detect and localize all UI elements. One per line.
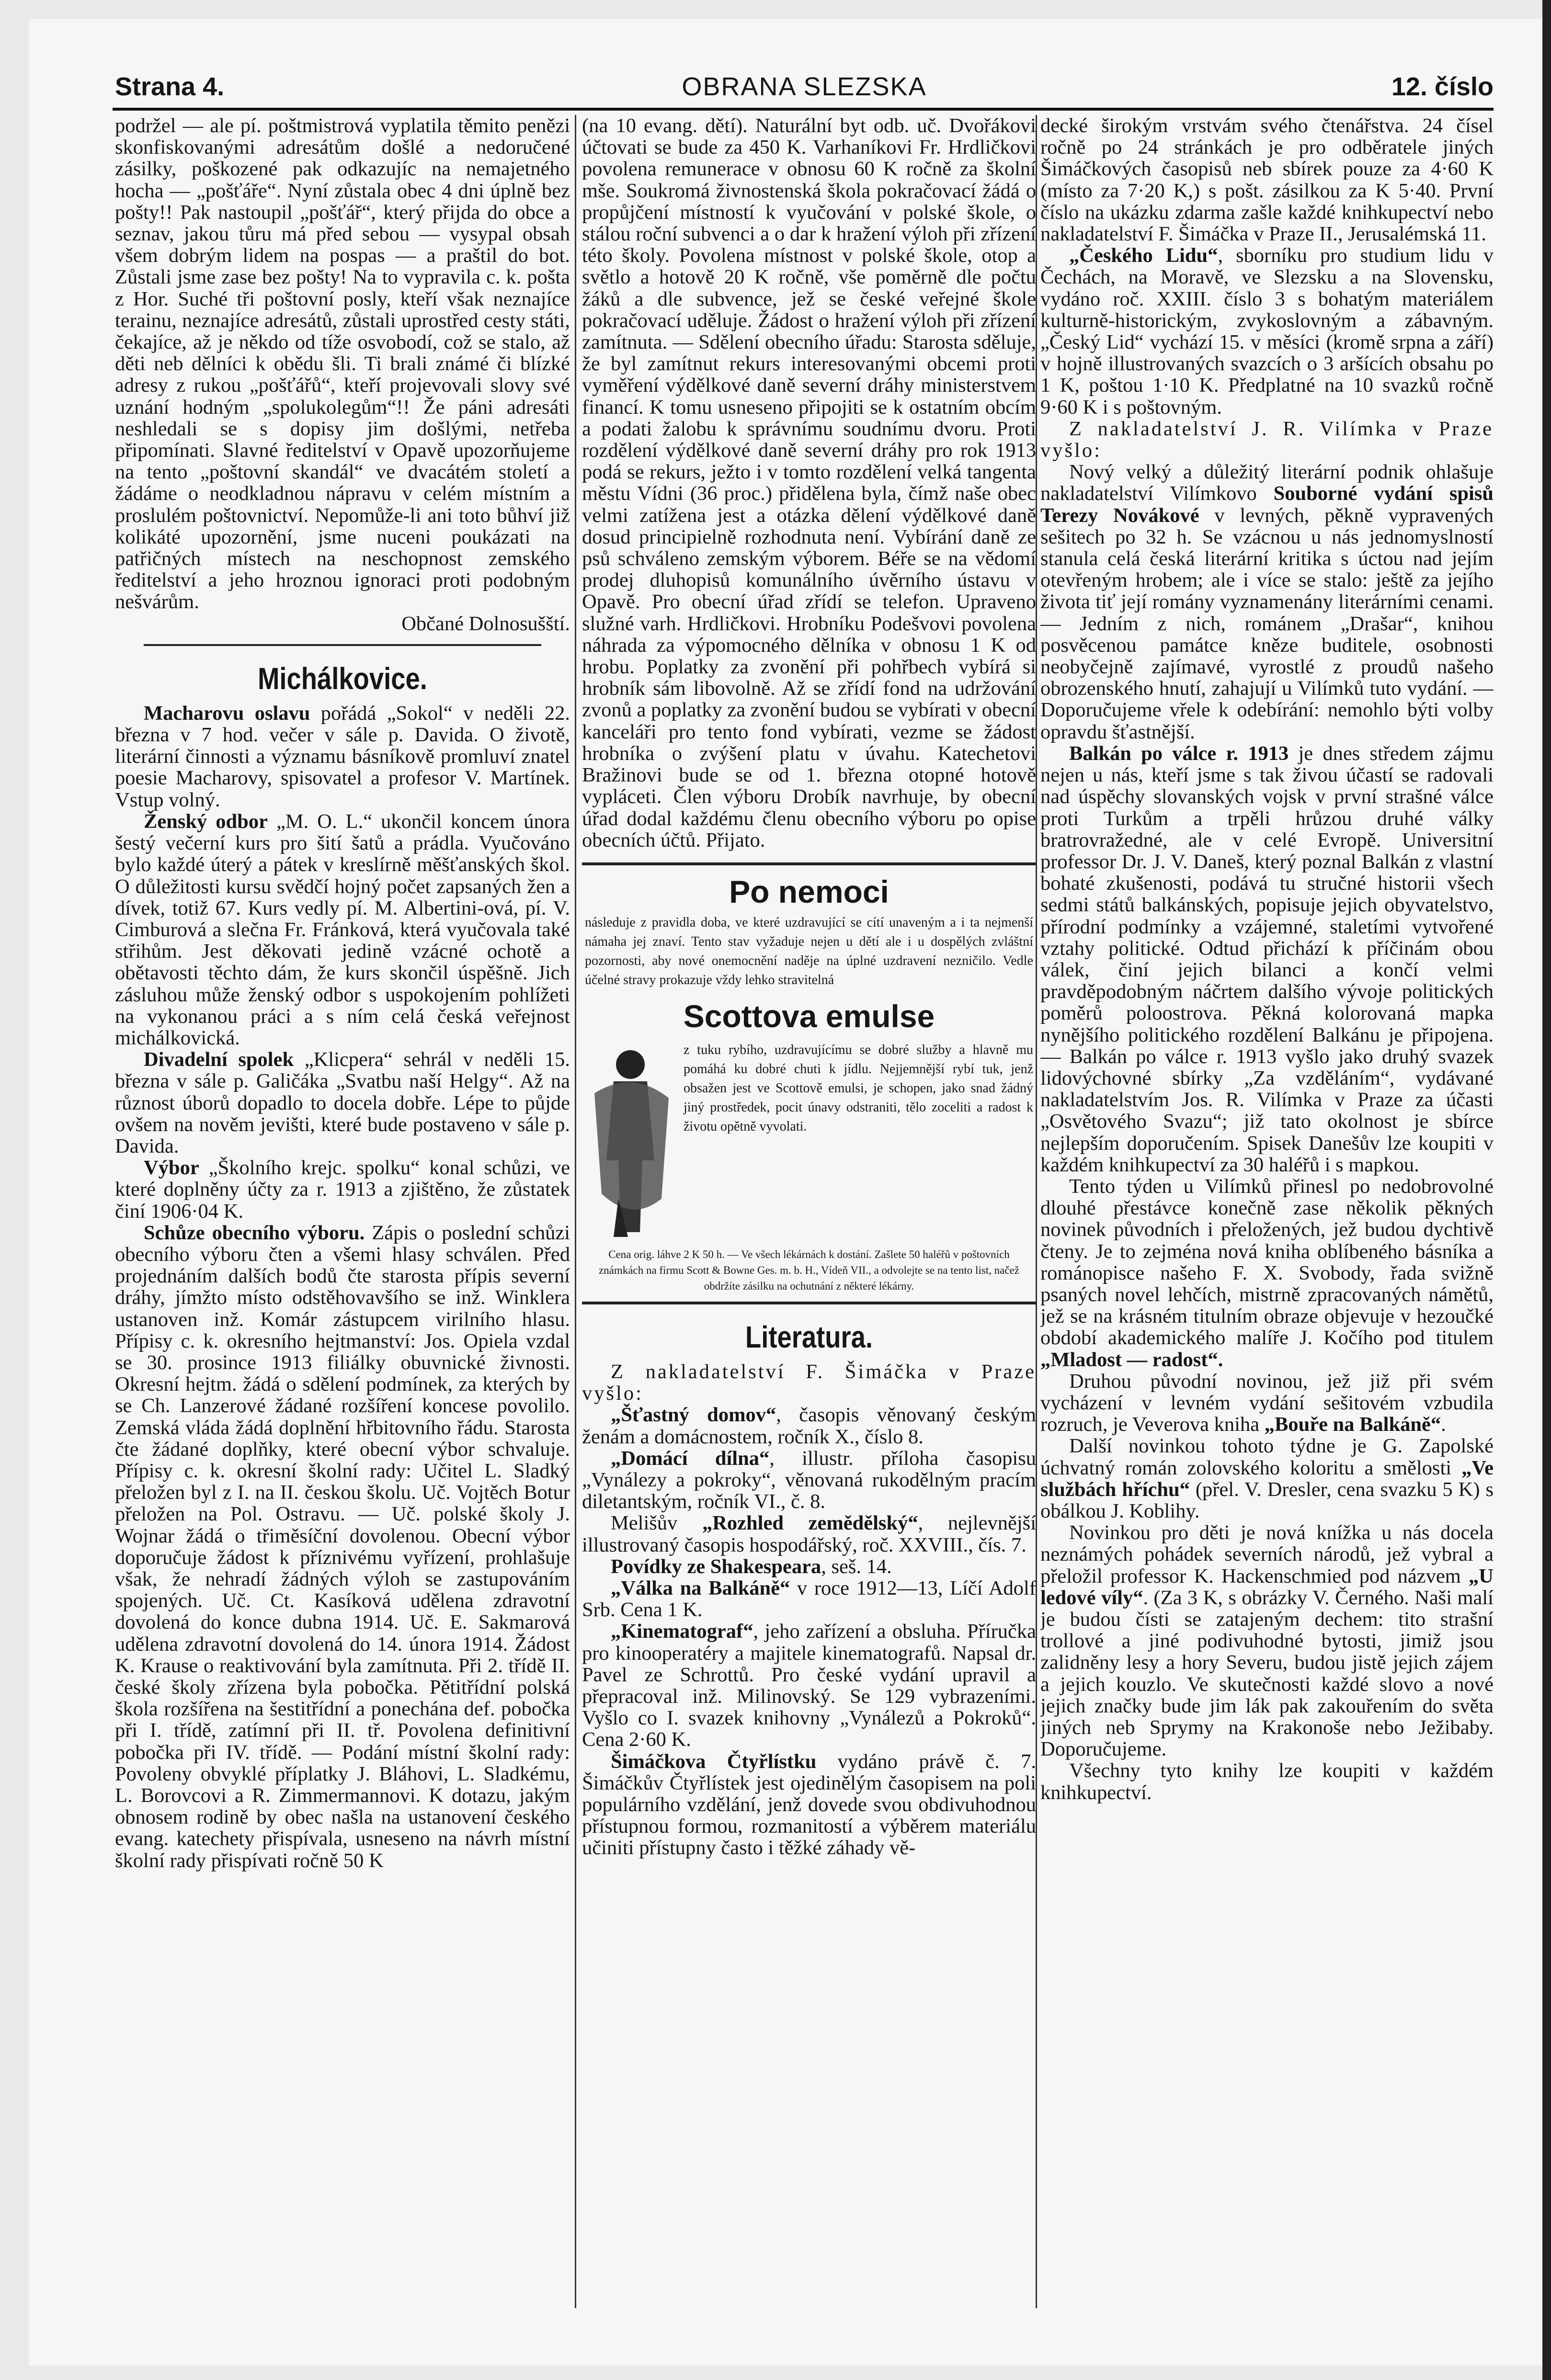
- article-paragraph: Další novinkou tohoto týdne je G. Zapolské úchvatný román zolovského koloritu a smělosti „Ve službách hříchu“ (přel. V. Dresler, cena svazku 5 K) s obálkou J. Koblihy.: [1040, 1435, 1494, 1522]
- page-number: Strana 4.: [115, 72, 225, 101]
- article-paragraph: Schůze obecního výboru. Zápis o poslední schůzi obecního výboru čten a všemi hlasy schválen. Před projednáním dalších bodů čte starosta přípis severní dráhy, jímžto místo odstěhovavšího se inž. Winklera ustanoven inž. Komár zástupcem virilního hlasu. Přípisy c. k. okresního hejtmanství: Jos. Opiela vzdal se 30. prosince 1913 filiálky obuvnické živnosti. Okresní hejtm. žádá o sdělení podmínek, za kterých by se Ch. Lanzerové žádané rozšíření koncese povolilo. Zemská vláda žádá doplnění hřbitovního řádu. Starosta čte žádané doplňky, které obecní výbor schvaluje. Přípisy c. k. okresní školní rady: Učitel L. Sladký přeložen byl z I. na II. českou školu. Uč. Vojtěch Botur přeložen na Pol. Ostravu. — Uč. polské školy J. Wojnar žádá o třiměsíční dovolenou. Obecní výbor doporučuje žádost k příznivému vyřízení, prohlašuje však, že nehradí žádných výloh se zastupováním spojených. Uč. Ct. Kasíková udělena zdravotní dovolená do konce dubna 1914. Uč. E. Sakmarová udělena zdravotní dovolená do 14. února 1914. Žádost K. Krause o reaktivování byla zamítnuta. Při 2. třídě II. české školy zřízena byla pobočka. Pětitřídní polská škola rozšířena na šestitřídní a ponechána def. pobočka při I. třídě, zatímní při II. tř. Povolena definitivní pobočka při IV. třídě. — Podání místní školní rady: Povoleny obvyklé příplatky J. Bláhovi, L. Sladkému, L. Borovcovi a R. Zimmermannovi. K dotazu, jakým obnosem rodině by obec našla na ustanovení českého evang. katechety přispívala, usneseno na návrh místní školní rady přispívati ročně 50 K: [115, 1221, 570, 1872]
- article-paragraph: Balkán po válce r. 1913 je dnes středem zájmu nejen u nás, kteří jsme s tak živou účastí se radovali nad úspěchy slovanských vojsk v první strašné válce proti Turkům a trpěli hrůzou druhé války bratrovražedné, ale v celé Evropě. Universitní professor Dr. J. V. Daneš, který poznal Balkán z vlastní bohaté zkušenosti, podává tu stručné historii všech sedmi států balkánských, popisuje jejich obyvatelstvo, přírodní podmínky a vzájemné, staletími vytvořené vztahy politické. Odtud přichází k příčinám obou válek, činí jejich bilanci a končí velmi pravděpodobným náčrtem dalšího vývoje politických poměrů poloostrova. Pěkná kolorovaná mapka nynějšího politického rozdělení Balkánu je připojena. — Balkán po válce r. 1913 vyšlo jako druhý svazek lidovýchovné sbírky „Za vzděláním“, vydávané nakladatelstvím Jos. R. Vilímka v Praze za účasti „Osvětového Svazu“; již tato okolnost je sbírce nejlepším doporučením. Spisek Danešův lze koupiti v každém knihkupectví za 30 haléřů i s mapkou.: [1040, 742, 1494, 1176]
- advertisement: [582, 862, 1036, 1304]
- column-divider: [575, 115, 576, 2308]
- header-rule: [113, 108, 1494, 111]
- ad-intro: následuje z pravidla doba, ve které uzdravující se cítí unaveným a i ta nejmenší námaha jej znaví. Tento stav vyžaduje nejen u dětí ale i u dospělých zvláštní pozornosti, aby nové onemocnění naděje na úplné uzdravení nezničilo. Vedle účelné stravy prokazuje vždy lehko stravitelná: [585, 915, 1033, 987]
- section-heading: Michálkovice.: [258, 661, 427, 696]
- ad-fine-print: Cena orig. láhve 2 K 50 h. — Ve všech lékárnách k dostání. Zašlete 50 haléřů v poštovních známkách na firmu Scott & Bowne Ges. m. b. H., Vídeň VII., a odvolejte se na tento list, načež obdržíte zásilku na ochutnání z některé lékárny.: [598, 1248, 1020, 1292]
- article-paragraph: Nový velký a důležitý literární podnik ohlašuje nakladatelství Vilímkovo Souborné vydání spisů Terezy Novákové v levných, pěkně vypravených sešitech po 32 h. Se vzácnou u nás jednomyslností stanula celá česká literární kritika s úctou nad jejím otevřeným hrobem; ale i více se stalo: ještě za jejího života tiť její romány vyznamenány literárními cenami. — Jedním z nich, románem „Drašar“, knihou posvěcenou památce kněze buditele, osobnosti neobyčejně zajímavé, vyrostlé z proudů našeho obrozenského hnutí, zahajují u Vilímků tuto vydání. — Doporučujeme vřele k odebírání: nemohlo býti volby opravdu šťastnější.: [1040, 461, 1494, 743]
- article-paragraph: Šimáčkova Čtyřlístku vydáno právě č. 7. Šimáčkův Čtyřlístek jest ojedinělým časopisem na poli populárního vzdělání, jenž dovede svou obdivuhodnou přístupnou formou, rozmanitostí a výběrem materiálu učiniti přístupny často i těžké záhady vě-: [582, 1750, 1036, 1859]
- article-paragraph: Druhou původní novinou, jež již při svém vycházení v levném vydání sešitovém vzbudila rozruch, je Veverova kniha „Bouře na Balkáně“.: [1040, 1370, 1494, 1436]
- fisherman-with-fish-icon: [585, 1041, 676, 1242]
- article-paragraph: (na 10 evang. dětí). Naturální byt odb. uč. Dvořákovi účtovati se bude za 450 K. Varhaníkovi Fr. Hrdličkovi povolena remunerace v obnosu 60 K ročně za školní mše. Soukromá živnostenská škola pokračovací žádá o propůjčení místností k vyučování v polské škole, o stálou roční subvenci a o dar k hražení výloh při zřízení této školy. Povolena místnost v polské škole, otop a světlo a hotově 20 K ročně, vše poměrně dle počtu žáků a dle subvence, jež se české veřejné škole pokračovací uděluje. Žádost o hražení výloh při zřízení zamítnuta. — Sdělení obecního úřadu: Starosta sděluje, že byl zamítnut rekurs interesovanými obcemi proti vyměření výdělkové daně severní dráhy ministerstvem financí. K tomu usneseno připojiti se k ostatním obcím a podati žalobu k správnímu soudnímu dvoru. Proti rozdělení výdělkové daně severní dráhy pro rok 1913 podá se rekurs, ježto i v tomto rozdělení velká tangenta městu Vídni (36 proc.) přidělena byla, čímž naše obec velmi zatížena jest a otázka dělení výdělkové daně dosud principielně rozhodnuta není. Vybírání daně ze psů schváleno zemským výborem. Béře se na vědomí prodej dluhopisů komunálního úvěrního ústavu v Opavě. Pro obecní úřad zřídí se telefon. Upraveno služné varh. Hrdličkovi. Hrobníku Podešvovi povolena náhrada za výpomocného dělníka v obnosu 1 K od hrobu. Poplatky za zvonění při pohřbech vybírá si hrobník sám libovolně. Až se zřídí fond na udržování zvonů a poplatky za zvonění budou se vybírati v obecní kanceláři pro tento fond vybírati, vezme se žádost hrobníka o zvýšení platu v úvahu. Katechetovi Bražinovi bude se od 1. března otopné hotově vypláceti. Člen výboru Drobík navrhuje, by obecní úřad dodal každému členu obecního výboru po opise obecních účtů. Přijato.: [582, 115, 1036, 851]
- article-paragraph: Divadelní spolek „Klicpera“ sehrál v neděli 15. března v sále p. Galičáka „Svatbu naší Helgy“. Až na různost úborů dopadlo to docela dobře. Lépe to půjde ovšem na nověm jevišti, které bude postaveno v sále p. Davida.: [115, 1048, 570, 1157]
- column-3: [1040, 115, 1494, 2308]
- article-paragraph: „Českého Lidu“, sborníku pro studium lidu v Čechách, na Moravě, ve Slezsku a na Slovensku, vydáno roč. XXIII. číslo 3 s bohatým materiálem kulturně-historickým, zvykoslovným a zábavným. „Český Lid“ vychází 15. v měsíci (kromě srpna a září) v hojně illustrovaných svazcích o 3 aršících obsahu po 1 K, poštou 1·10 K. Předplatné na 10 svazků ročně 9·60 K i s poštovným.: [1040, 244, 1494, 419]
- column-1: [115, 115, 570, 2308]
- article-paragraph: Všechny tyto knihy lze koupiti v každém knihkupectví.: [1040, 1759, 1494, 1804]
- column-2: [582, 115, 1036, 2308]
- ad-brand: Scottova emulse: [683, 998, 935, 1034]
- ad-title: Po nemoci: [729, 873, 889, 909]
- ad-body-text: z tuku rybího, uzdravujícímu se dobré služby a hlavně mu pomáhá ku dobré chuti k jídlu. Nejjemnější rybí tuk, jenž obsažen jest ve Scottově emulsi, je schopen, jako snad žádný jiný prostředek, pocit únavy odstraniti, tělo zoceliti a radost k životu opětně vyvolati.: [684, 1042, 1033, 1134]
- article-paragraph: Tento týden u Vilímků přinesl po nedobrovolné dlouhé přestávce konečně zase několik pěkných novinek původních i přeložených, jež budou dychtivě čteny. Je to zejména nová kniha oblíbeného básníka a románopisce našeho F. X. Svobody, řada svižně psaných novel lehčích, mistrně zpracovaných námětů, jež se na krásném titulním obraze objevuje v hezoučké období akademického malíře J. Kočího pod titulem „Mladost — radost“.: [1040, 1175, 1494, 1371]
- article-paragraph: „Šťastný domov“, časopis věnovaný českým ženám a domácnostem, ročník X., číslo 8.: [582, 1404, 1036, 1448]
- page-header: [115, 72, 1494, 113]
- article-paragraph: Macharovu oslavu pořádá „Sokol“ v neděli 22. března v 7 hod. večer v sále p. Davida. O životě, literární činnosti a významu básníkově promluví znatel poesie Macharovy, spisovatel a profesor V. Martínek. Vstup volný.: [115, 702, 570, 811]
- article-paragraph: Melišův „Rozhled zemědělský“, nejlevnější illustrovaný časopis hospodářský, roč. XXVIII., čís. 7.: [582, 1512, 1036, 1556]
- article-paragraph: „Domácí dílna“, illustr. příloha časopisu „Vynálezy a pokroky“, věnovaná rukodělným pracím diletantským, ročník VI., č. 8.: [582, 1447, 1036, 1513]
- article-paragraph: Povídky ze Shakespeara, seš. 14.: [611, 1555, 892, 1578]
- article-signature: Občané Dolnosušští.: [401, 612, 570, 635]
- scan-edge: [1542, 0, 1551, 2380]
- article-paragraph: „Kinematograf“, jeho zařízení a obsluha. Příručka pro kinooperatéry a majitele kinematografů. Napsal dr. Pavel ze Schrottů. Pro české vydání upravil a přepracoval inž. Milinovský. Se 129 vybrazeními. Vyšlo co I. svazek knihovny „Vynálezů a Pokroků“. Cena 2·60 K.: [582, 1620, 1036, 1751]
- section-rule: [144, 644, 541, 646]
- issue-number: 12. číslo: [1391, 72, 1494, 101]
- article-paragraph: decké širokým vrstvám svého čtenářstva. 24 čísel ročně po 24 stránkách je pro odběratele jiných Šimáčkových časopisů neb sbírek pouze za 4·60 K (místo za 7·20 K,) s pošt. zásilkou za K 5·40. První číslo na ukázku zdarma zašle každé knihkupectví nebo nakladatelství F. Šimáčka v Praze II., Jerusalémská 11.: [1040, 115, 1494, 246]
- article-paragraph: Z nakladatelství J. R. Vilímka v Praze vyšlo:: [1040, 417, 1494, 462]
- article-paragraph: Z nakladatelství F. Šimáčka v Praze vyšlo:: [582, 1360, 1036, 1405]
- article-paragraph: Ženský odbor „M. O. L.“ ukončil koncem února šestý večerní kurs pro šití šatů a prádla. Vyučováno bylo každé úterý a pátek v kreslírně měšťanských škol. O důležitosti kursu svědčí hojný počet zapsaných žen a dívek, totiž 67. Kurs vedly pí. M. Albertini-ová, pí. V. Cimburová a slečna Fr. Fránková, která vyučovala také střihům. Jest děkovati jedině vzácné ochotě a obětavosti těchto dám, že kurs skončil úspěšně. Jich zásluhou může ženský odbor s uspokojením pohlížeti na vykonanou práci a s ním celá česká veřejnost michálkovická.: [115, 810, 570, 1049]
- section-heading: Literatura.: [745, 1319, 873, 1354]
- article-paragraph: Výbor „Školního krejc. spolku“ konal schůzi, ve které doplněny účty za r. 1913 a zjištěno, že zůstatek činí 1906·04 K.: [115, 1156, 570, 1223]
- article-paragraph: „Válka na Balkáně“ v roce 1912—13, Líčí Adolf Srb. Cena 1 K.: [582, 1576, 1036, 1621]
- article-paragraph: podržel — ale pí. poštmistrová vyplatila těmito penězi skonfiskovanými adresátům došlé a nedoručené zásilky, poškozené pak odkazujíc na nemajetného hocha — „pošťáře“. Nyní zůstala obec 4 dni úplně bez pošty!! Pak nastoupil „pošťář“, který přijda do obce a seznav, jakou tůru má před sebou — vysypal obsah všem dobrým lidem na pospas — a praštil do bot. Zůstali jsme zase bez pošty! Na to vypravila c. k. pošta z Hor. Suché tři poštovní posly, kteří však neznajíce terainu, neznajíce adresátů, zůstali uprostřed cesty státi, čekajíce, až je někdo od tíže osvobodí, což se stalo, až děti neb dělníci k obědu šli. Ti brali známé či blízké adresy z rukou „pošťářů“, kteří projevovali slovy své uznání hodným „spolukolegům“!! Že páni adresáti neshledali se s dopisy jim došlými, netřeba připomínati. Slavné ředitelství v Opavě upozorňujeme na tento „poštovní skandál“ ve dvacátém století a žádáme o neodkladnou nápravu v celém místním a proslulém poštovnictví. Nepomůže-li ani toto bůhví již kolikáté upozornění, jsme nuceni poukázati na patřičných místech na neschopnost zemského ředitelství a jeho hroznou ignoraci proti podobným nešvárům.: [115, 115, 570, 613]
- article-paragraph: Novinkou pro děti je nová knížka u nás docela neznámých pohádek severních národů, jež vybral a přeložil professor K. Hackenschmied pod názvem „U ledové víly“. (Za 3 K, s obrázky V. Černého. Naši malí je budou čísti se zatajeným dechem: tito strašní trollové a jiné podivuhodné bytosti, jimiž jsou zalidněny lesy a hory Severu, budou jistě jejich zájem a jejich kouzlo. Ve skutečnosti každé slovo a nové jejich značky bude jim lák pak zakouřením do světa jiných neb Sprymy na Krakonoše nebo Ježibaby. Doporučujeme.: [1040, 1521, 1494, 1761]
- newspaper-title: OBRANA SLEZSKA: [682, 72, 927, 101]
